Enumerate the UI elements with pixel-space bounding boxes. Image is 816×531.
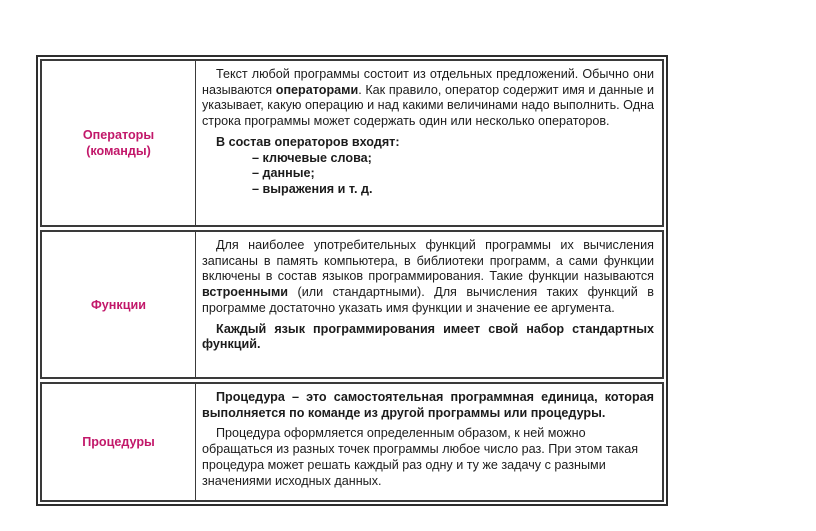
list-item: – выражения и т. д.	[252, 181, 373, 196]
list-item: – данные;	[252, 166, 315, 181]
term-cell	[42, 232, 196, 377]
table-row-functions	[40, 230, 664, 379]
description-cell	[196, 232, 662, 377]
term-operators: Операторы (команды)	[82, 128, 155, 158]
procedure-paragraph: Процедура оформляется определенным образом, к ней можно обращаться из разных точек программы любое число раз. При этом такая процедура может решать каждый раз одну и ту же задачу с разными значениями исходных данных.	[202, 426, 639, 488]
operators-paragraph: Текст любой программы состоит из отдельных предложений. Обычно они называются операторами. Как правило, оператор содержит имя и данные и указывает, какую операцию и над какими величинами надо выполнить. Одна строка программы может содержать один или несколько операторов.	[202, 67, 655, 129]
operators-keyword: операторами	[275, 82, 359, 97]
procedure-definition: Процедура – это самостоятельная программная единица, которая выполняется по команде из другой программы или процедуры.	[202, 390, 654, 420]
operators-list	[202, 151, 654, 198]
definition-table	[36, 55, 668, 506]
table-row-procedures	[40, 382, 664, 502]
builtin-keyword: встроенными	[202, 285, 289, 300]
operators-list-heading: В состав операторов входят:	[216, 134, 400, 149]
functions-note: Каждый язык программирования имеет свой набор стандартных функций.	[202, 321, 654, 352]
table-row-operators	[40, 59, 664, 227]
list-item: – ключевые слова;	[252, 150, 372, 165]
term-functions: Функции	[91, 297, 146, 312]
term-procedures: Процедуры	[82, 435, 155, 449]
term-cell	[42, 384, 196, 500]
description-cell	[196, 384, 662, 500]
term-cell	[42, 61, 196, 225]
functions-paragraph: Для наиболее употребительных функций программы их вычисления записаны в память компьютера, в библиотеки программ, а сами функции включены в состав языков программирования. Такие функции называются встроенными (или стандартными). Для вычисления таких функций в программе достаточно указать имя функции и значение ее аргумента.	[202, 238, 654, 315]
description-cell	[196, 61, 662, 225]
